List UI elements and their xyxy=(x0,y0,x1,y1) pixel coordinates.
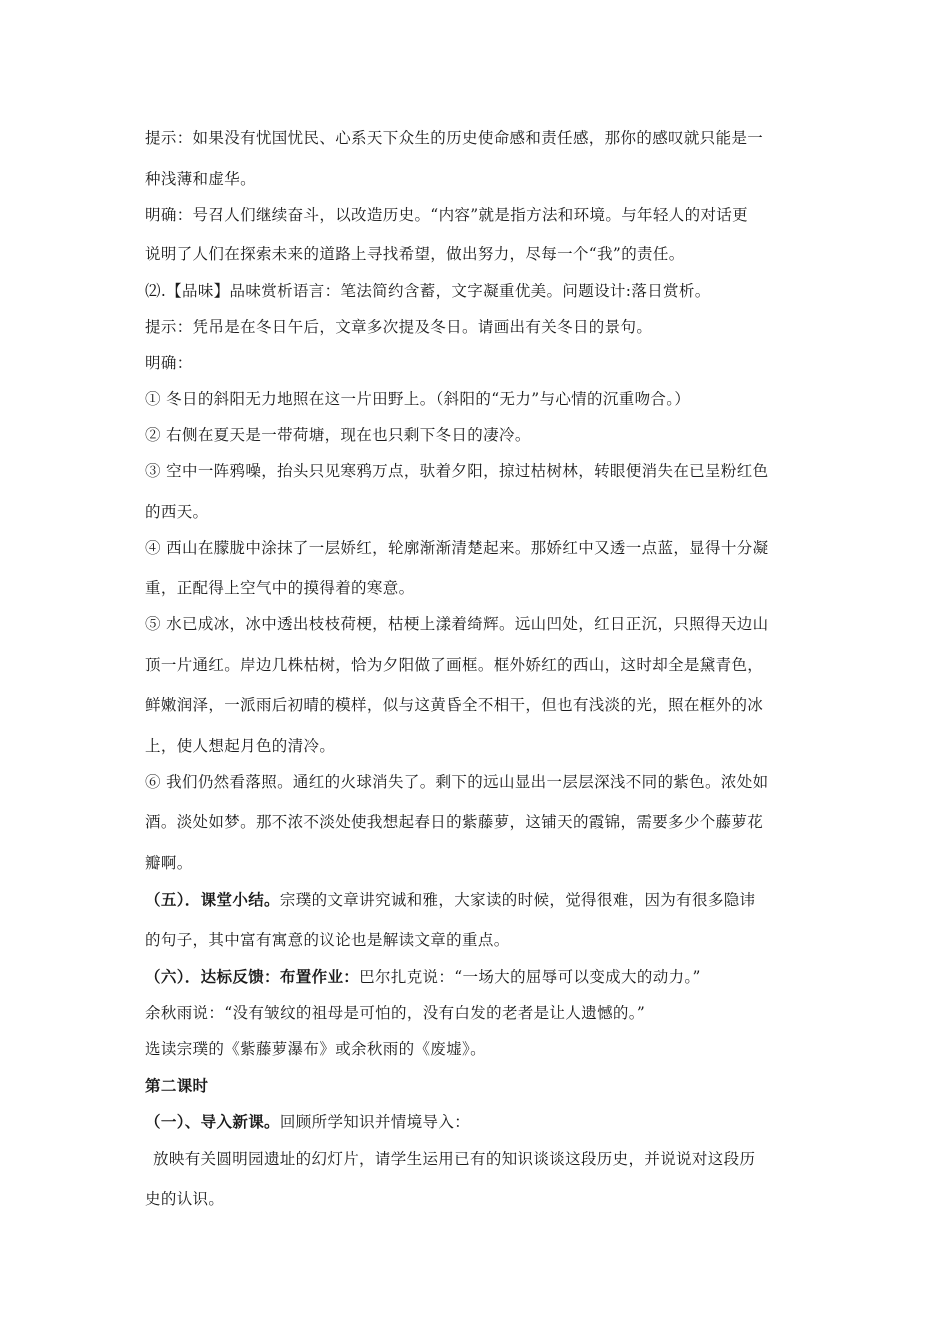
item-5-line-2: 顶一片通红。岸边几株枯树，恰为夕阳做了画框。框外娇红的西山，这时却全是黛青色， xyxy=(145,656,764,674)
reading-assignment: 选读宗璞的《紫藤萝瀑布》或余秋雨的《废墟》。 xyxy=(145,1040,486,1058)
item-5-line-1: ⑤ 水已成冰，冰中透出枝枝荷梗，枯梗上漾着绮辉。远山凹处，红日正沉，只照得天边山 xyxy=(145,615,769,633)
hint-line-2: 种浅薄和虚华。 xyxy=(145,170,256,188)
item-4-line-2: 重，正配得上空气中的摸得着的寒意。 xyxy=(145,579,415,597)
item-2: ② 右侧在夏天是一带荷塘，现在也只剩下冬日的凄冷。 xyxy=(145,426,531,444)
slideshow-line-1: 放映有关圆明园遗址的幻灯片，请学生运用已有的知识谈谈这段历史，并说说对这段历 xyxy=(153,1150,756,1168)
section-2-line: ⑵.【品味】品味赏析语言：笔法简约含蓄，文字凝重优美。问题设计:落日赏析。 xyxy=(145,282,711,300)
item-6-line-1: ⑥ 我们仍然看落照。通红的火球消失了。剩下的远山显出一层层深浅不同的紫色。浓处如 xyxy=(145,773,769,791)
item-4-line-1: ④ 西山在朦胧中涂抹了一层娇红，轮廓渐渐清楚起来。那娇红中又透一点蓝，显得十分凝 xyxy=(145,539,769,557)
item-3-line-1: ③ 空中一阵鸦噪，抬头只见寒鸦万点，驮着夕阳，掠过枯树林，转眼便消失在已呈粉红色 xyxy=(145,462,769,480)
intro-text: 回顾所学知识并情境导入： xyxy=(279,1113,471,1131)
summary-text: 宗璞的文章讲究诚和雅，大家读的时候，觉得很难，因为有很多隐讳 xyxy=(279,891,756,909)
feedback-line xyxy=(145,967,701,987)
hint-winter-line: 提示：凭吊是在冬日午后，文章多次提及冬日。请画出有关冬日的景句。 xyxy=(145,318,653,336)
lesson-2-heading: 第二课时 xyxy=(145,1077,209,1095)
summary-heading: （五）．课堂小结。 xyxy=(145,891,280,909)
item-1: ① 冬日的斜阳无力地照在这一片田野上。（斜阳的“无力”与心情的沉重吻合。） xyxy=(145,390,691,408)
answer-line-1: 明确：号召人们继续奋斗，以改造历史。“内容”就是指方法和环境。与年轻人的对话更 xyxy=(145,206,749,224)
feedback-text: 巴尔扎克说：“一场大的屈辱可以变成大的动力。” xyxy=(359,968,701,986)
feedback-heading: （六）．达标反馈：布置作业： xyxy=(145,968,360,986)
intro-line xyxy=(145,1112,470,1132)
hint-line-1: 提示：如果没有忧国忧民、心系天下众生的历史使命感和责任感，那你的感叹就只能是一 xyxy=(145,129,764,147)
slideshow-line-2: 史的认识。 xyxy=(145,1190,225,1208)
item-5-line-4: 上，使人想起月色的清冷。 xyxy=(145,737,336,755)
quote-yu-qiuyu: 余秋雨说：“没有皱纹的祖母是可怕的，没有白发的老者是让人遗憾的。” xyxy=(145,1004,646,1022)
answer-line-2: 说明了人们在探索未来的道路上寻找希望，做出努力，尽每一个“我”的责任。 xyxy=(145,245,685,263)
item-6-line-3: 瓣啊。 xyxy=(145,854,193,872)
answer-label: 明确： xyxy=(145,354,193,372)
summary-line-2: 的句子，其中富有寓意的议论也是解读文章的重点。 xyxy=(145,931,510,949)
intro-heading: （一）、导入新课。 xyxy=(145,1113,280,1131)
item-3-line-2: 的西天。 xyxy=(145,503,209,521)
item-5-line-3: 鲜嫩润泽，一派雨后初晴的模样，似与这黄昏全不相干，但也有浅淡的光，照在框外的冰 xyxy=(145,696,764,714)
summary-line-1 xyxy=(145,890,755,910)
item-6-line-2: 酒。淡处如梦。那不浓不淡处使我想起春日的紫藤萝，这铺天的霞锦，需要多少个藤萝花 xyxy=(145,813,764,831)
